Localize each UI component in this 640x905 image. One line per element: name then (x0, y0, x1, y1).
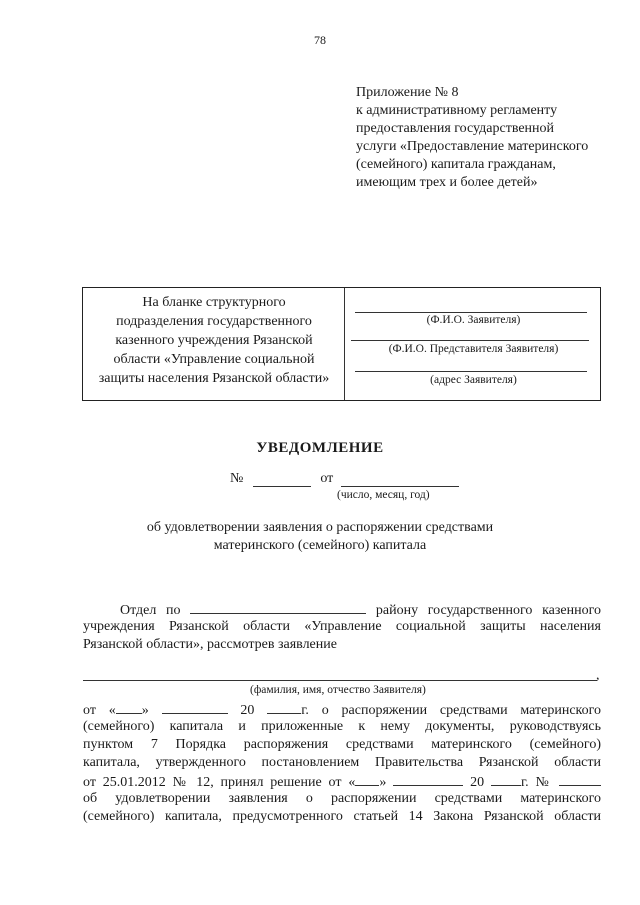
applicant-full-name-line (83, 680, 597, 681)
number-blank (253, 472, 311, 487)
applicant-name-caption: (Ф.И.О. Заявителя) (426, 314, 521, 326)
document-title: УВЕДОМЛЕНИЕ (256, 440, 384, 456)
body-line: капитала, утвержденного постановлением Правительства Рязанской области (83, 755, 601, 770)
address-caption: (адрес Заявителя) (430, 374, 517, 386)
subject-line: материнского (семейного) капитала (213, 538, 427, 553)
line-rest: г. о распоряжении средствами материнского (301, 703, 601, 718)
decision-number-sign: г. № (520, 775, 553, 790)
representative-name-caption: (Ф.И.О. Представителя Заявителя) (388, 343, 559, 355)
letterhead-line: защиты населения Рязанской области» (98, 371, 330, 386)
dept-rest: району государственного казенного (375, 603, 601, 618)
decision-day-blank (355, 772, 379, 786)
appendix-block (356, 84, 588, 192)
appendix-line: Приложение № 8 (356, 85, 459, 100)
district-blank (190, 600, 366, 614)
decision-prefix: от 25.01.2012 № 12, принял решение от « (83, 775, 356, 790)
year-prefix: 20 (240, 703, 255, 718)
from-open: от « (83, 703, 116, 718)
from-close: » (141, 703, 149, 718)
body-line: учреждения Рязанской области «Управление социальной защиты населения (83, 619, 601, 634)
letterhead-note (83, 293, 345, 388)
body-line (83, 772, 601, 790)
day-blank (116, 700, 142, 714)
paragraph-decision (83, 700, 601, 826)
number-sign: № (230, 471, 244, 486)
paragraph-intro (83, 600, 601, 654)
page-number: 78 (314, 33, 326, 47)
comma: , (596, 668, 600, 683)
decision-year-blank (491, 772, 521, 786)
month-blank (162, 700, 228, 714)
letterhead-line: области «Управление социальной (113, 352, 315, 367)
body-line: пунктом 7 Порядка распоряжения средствами материнского (семейного) (83, 737, 601, 752)
letterhead-line: На бланке структурного (142, 295, 286, 310)
body-line: (семейного) капитала, предусмотренного статьей 14 Закона Рязанской области (83, 809, 601, 824)
body-line: (семейного) капитала и приложенные к нему документы, руководствуясь (83, 719, 601, 734)
year-blank (267, 700, 301, 714)
date-blank (341, 472, 459, 487)
appendix-line: к административному регламенту (356, 103, 558, 118)
appendix-line: услуги «Предоставление материнского (356, 139, 589, 154)
subject (0, 519, 640, 555)
letterhead-line: подразделения государственного (116, 314, 312, 329)
body-line: Рязанской области», рассмотрев заявление (83, 637, 337, 652)
applicant-name-line (355, 312, 587, 313)
appendix-line: имеющим трех и более детей» (356, 175, 538, 190)
date-caption: (число, месяц, год) (337, 489, 430, 501)
header-box (82, 287, 601, 401)
decision-month-blank (393, 772, 463, 786)
subject-line: об удовлетворении заявления о распоряжении средствами (146, 520, 494, 535)
decision-year-prefix: 20 (470, 775, 485, 790)
appendix-line: предоставления государственной (356, 121, 555, 136)
decision-number-blank (559, 772, 601, 786)
from-word: от (320, 471, 334, 486)
appendix-line: (семейного) капитала гражданам, (356, 157, 556, 172)
address-line (355, 371, 587, 372)
dept-label: Отдел по (120, 603, 181, 618)
letterhead-line: казенного учреждения Рязанской (115, 333, 313, 348)
representative-name-line (351, 340, 589, 341)
body-line (83, 700, 601, 718)
body-line: об удовлетворении заявления о распоряжении средствами материнского (83, 791, 601, 806)
body-line (83, 600, 601, 618)
number-date-row (230, 471, 459, 487)
applicant-full-name-caption: (фамилия, имя, отчество Заявителя) (250, 684, 426, 696)
decision-close: » (379, 775, 387, 790)
